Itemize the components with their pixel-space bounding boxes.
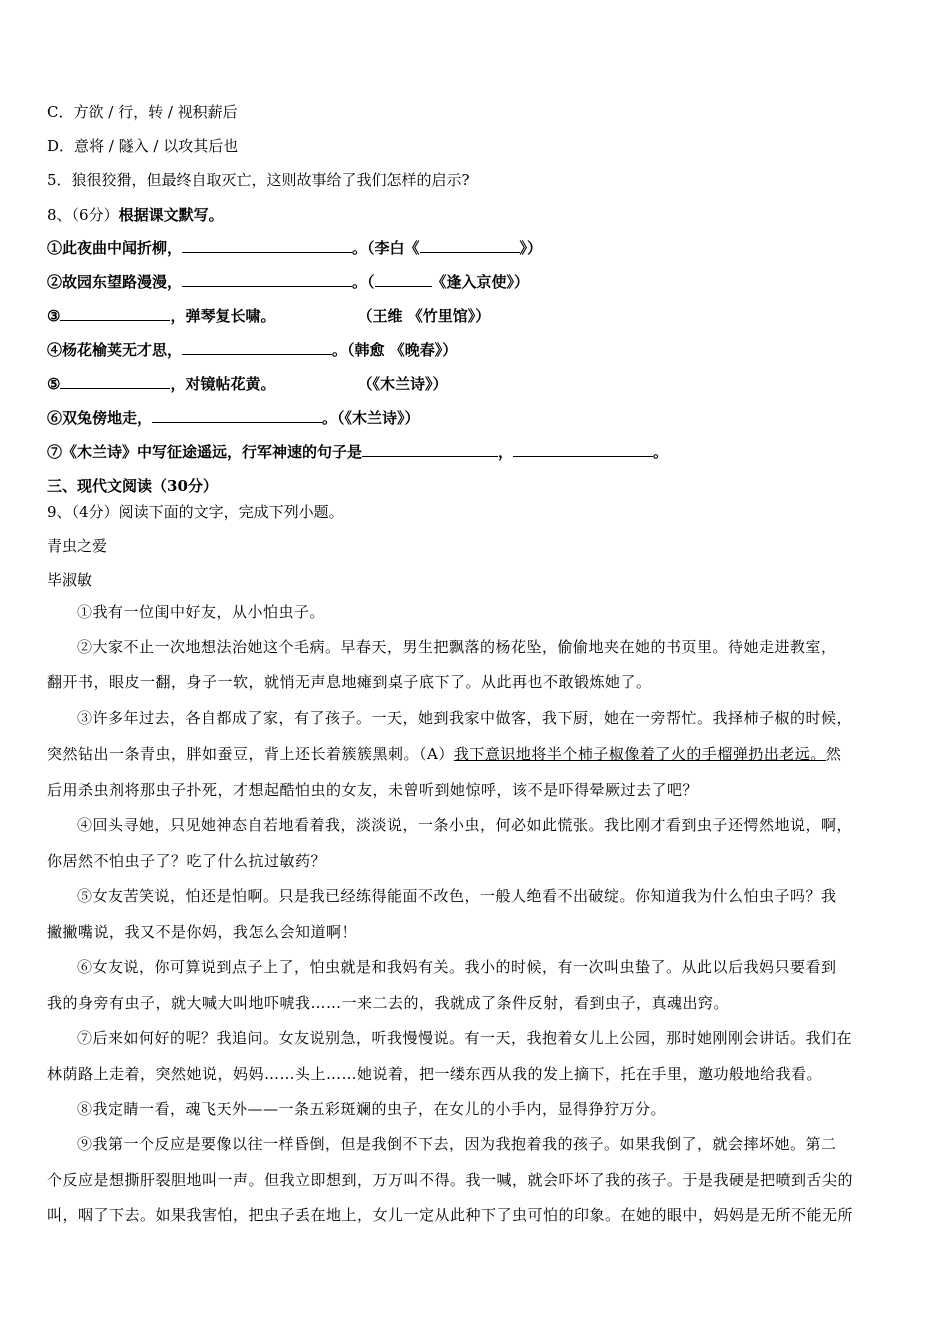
answer-blank[interactable] [182, 340, 332, 355]
paragraph-9-line-3: 叫，咽了下去。如果我害怕，把虫子丢在地上，女儿一定从此种下了虫可怕的印象。在她的眼中，妈妈是无所不能无所 [47, 1206, 854, 1224]
q8-score: 8、（6分） [47, 206, 119, 224]
q8-item-3: ③ ，弹琴复长啸。 （王维 《竹里馆》） [47, 307, 491, 325]
article-author: 毕淑敏 [47, 571, 93, 589]
section-3-title: 三、现代文阅读（30分） [47, 477, 218, 495]
article-title: 青虫之爱 [47, 537, 108, 555]
answer-blank[interactable] [362, 442, 498, 457]
option-d: D．意将 / 隧入 / 以攻其后也 [47, 137, 239, 155]
paragraph-9-line-2: 个反应是想撕肝裂胆地叫一声。但我立即想到，万万叫不得。我一喊，就会吓坏了我的孩子。于是我硬是把喷到舌尖的 [47, 1171, 854, 1189]
answer-blank[interactable] [152, 408, 322, 423]
answer-blank[interactable] [182, 238, 352, 253]
paragraph-3-line-2: 突然钻出一条青虫，胖如蚕豆，背上还长着簇簇黑刺。（A）我下意识地将半个柿子椒像着了火的手榴弹扔出老远。然 [47, 745, 842, 763]
paragraph-5-line-2: 撇撇嘴说，我又不是你妈，我怎么会知道啊！ [47, 923, 358, 941]
paragraph-8: ⑧我定睛一看，魂飞天外——一条五彩斑斓的虫子，在女儿的小手内，显得狰狞万分。 [77, 1100, 667, 1118]
q8-item-7: ⑦《木兰诗》中写征途遥远，行军神速的句子是 ， 。 [47, 443, 669, 461]
paragraph-1: ①我有一位闺中好友，从小怕虫子。 [77, 603, 326, 621]
paragraph-6-line-2: 我的身旁有虫子，就大喊大叫地吓唬我……一来二去的，我就成了条件反射，看到虫子，真魂出窍。 [47, 994, 730, 1012]
question-9: 9、（4分）阅读下面的文字，完成下列小题。 [47, 503, 344, 521]
paragraph-3-line-3: 后用杀虫剂将那虫子扑死，才想起酷怕虫的女友，未曾听到她惊呼，该不是吓得晕厥过去了吧？ [47, 781, 699, 799]
answer-blank[interactable] [375, 272, 432, 287]
question-5: 5．狼很狡猾，但最终自取灭亡，这则故事给了我们怎样的启示? [47, 171, 470, 189]
option-c: C．方欲 / 行，转 / 视积薪后 [47, 103, 238, 121]
answer-blank[interactable] [420, 238, 520, 253]
answer-blank[interactable] [60, 374, 170, 389]
paragraph-3-line-1: ③许多年过去，各自都成了家，有了孩子。一天，她到我家中做客，我下厨，她在一旁帮忙。我择柿子椒的时候， [77, 709, 853, 727]
answer-blank[interactable] [60, 306, 170, 321]
answer-blank[interactable] [182, 272, 352, 287]
q8-item-5: ⑤ ，对镜帖花黄。 （《木兰诗》） [47, 375, 448, 393]
q8-instruction: 根据课文默写。 [118, 206, 224, 224]
paragraph-2-line-1: ②大家不止一次地想法治她这个毛病。早春天，男生把飘落的杨花坠，偷偷地夹在她的书页里。待她走进教室， [77, 638, 837, 656]
q8-item-4: ④杨花榆荚无才思， 。（韩愈 《晚春》） [47, 341, 458, 359]
paragraph-4-line-1: ④回头寻她，只见她神态自若地看着我，淡淡说，一条小虫，何必如此慌张。我比刚才看到虫子还愕然地说，啊， [77, 816, 853, 834]
paragraph-6-line-1: ⑥女友说，你可算说到点子上了，怕虫就是和我妈有关。我小的时候，有一次叫虫蛰了。从此以后我妈只要看到 [77, 958, 837, 976]
paragraph-4-line-2: 你居然不怕虫子了？吃了什么抗过敏药？ [47, 852, 327, 870]
paragraph-7-line-2: 林荫路上走着，突然她说，妈妈……头上……她说着，把一缕东西从我的发上摘下，托在手里，邀功般地给我看。 [47, 1065, 823, 1083]
question-8-heading [47, 205, 224, 225]
paragraph-9-line-1: ⑨我第一个反应是要像以往一样昏倒，但是我倒不下去，因为我抱着我的孩子。如果我倒了，就会摔坏她。第二 [77, 1135, 837, 1153]
paragraph-5-line-1: ⑤女友苦笑说，怕还是怕啊。只是我已经练得能面不改色，一般人绝看不出破绽。你知道我为什么怕虫子吗？我 [77, 887, 837, 905]
q8-item-6: ⑥双兔傍地走， 。（《木兰诗》） [47, 409, 420, 427]
q8-item-1: ①此夜曲中闻折柳， 。（李白《 》） [47, 239, 543, 257]
paragraph-2-line-2: 翻开书，眼皮一翻，身子一软，就悄无声息地瘫到桌子底下了。从此再也不敢锻炼她了。 [47, 673, 652, 691]
paragraph-7-line-1: ⑦后来如何好的呢？我追问。女友说别急，听我慢慢说。有一天，我抱着女儿上公园，那时她刚刚会讲话。我们在 [77, 1029, 853, 1047]
underlined-sentence-a: 我下意识地将半个柿子椒像着了火的手榴弹扔出老远。 [453, 745, 826, 763]
q8-item-2: ②故园东望路漫漫， 。（ 《逢入京使》） [47, 273, 530, 291]
answer-blank[interactable] [513, 442, 653, 457]
